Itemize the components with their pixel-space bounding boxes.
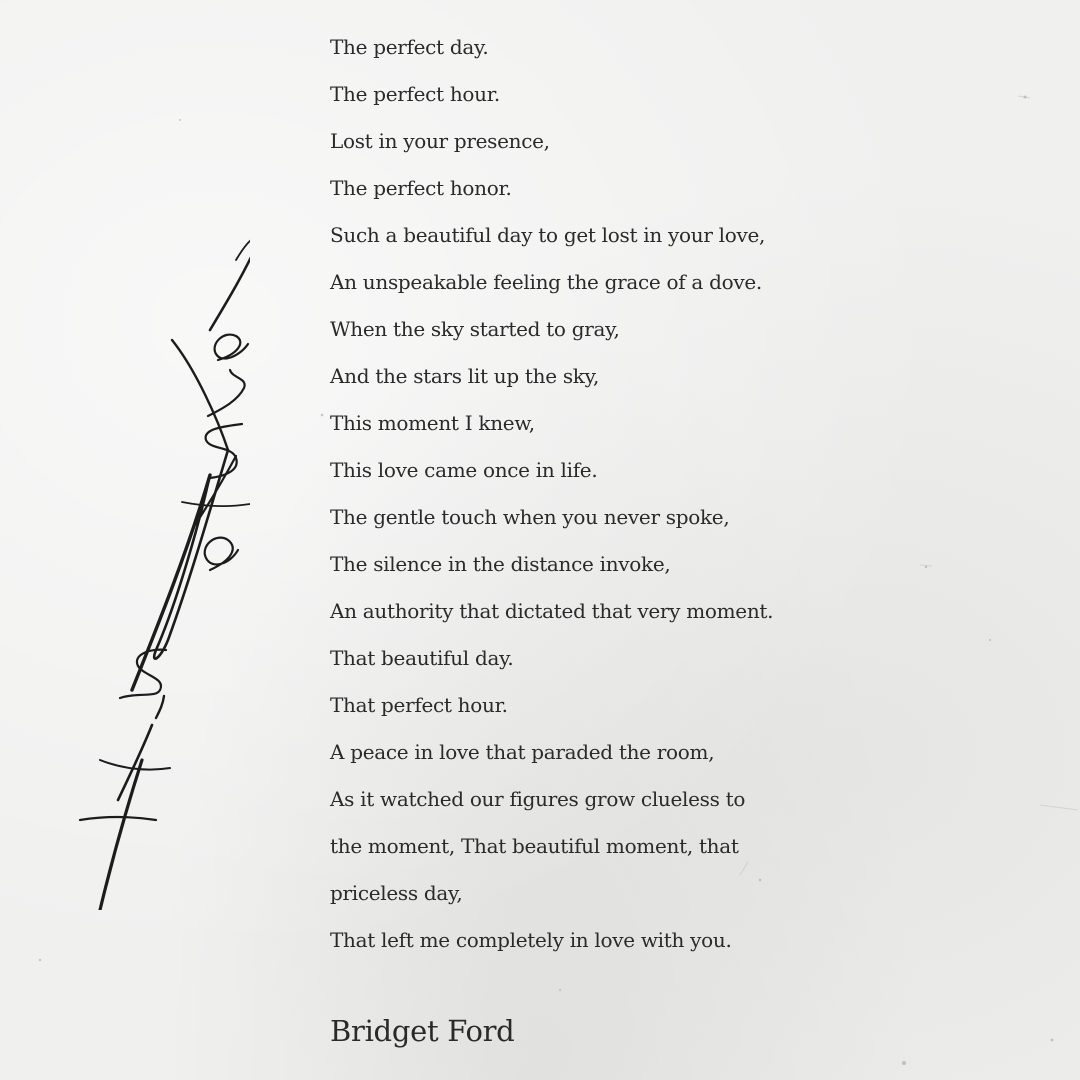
poem-line: the moment, That beautiful moment, that (330, 834, 739, 858)
poem-line: As it watched our figures grow clueless to (330, 787, 746, 811)
poem-line: Lost in your presence, (330, 129, 550, 153)
poem-line: The perfect honor. (330, 176, 512, 200)
poem-line: The perfect day. (330, 35, 489, 59)
poem-line: The silence in the distance invoke, (330, 552, 671, 576)
poem-line: When the sky started to gray, (330, 317, 620, 341)
poem-line: The gentle touch when you never spoke, (330, 505, 730, 529)
poem-line: This moment I knew, (330, 411, 535, 435)
script-title-artwork (60, 220, 250, 910)
poem-line: This love came once in life. (330, 458, 598, 482)
poem-line: That left me completely in love with you. (330, 928, 732, 952)
poem-line: An unspeakable feeling the grace of a dove. (330, 270, 762, 294)
poem-line: A peace in love that paraded the room, (330, 740, 715, 764)
poem-line: priceless day, (330, 881, 463, 905)
poem-author: Bridget Ford (330, 1014, 515, 1048)
poem-line: That perfect hour. (330, 693, 508, 717)
poem-line: An authority that dictated that very moment. (330, 599, 774, 623)
poem-line: That beautiful day. (330, 646, 514, 670)
poem-body (330, 24, 1075, 964)
poem-line: And the stars lit up the sky, (330, 364, 600, 388)
poem-line: Such a beautiful day to get lost in your love, (330, 223, 766, 247)
poem-line: The perfect hour. (330, 82, 500, 106)
poem-title (60, 220, 250, 910)
